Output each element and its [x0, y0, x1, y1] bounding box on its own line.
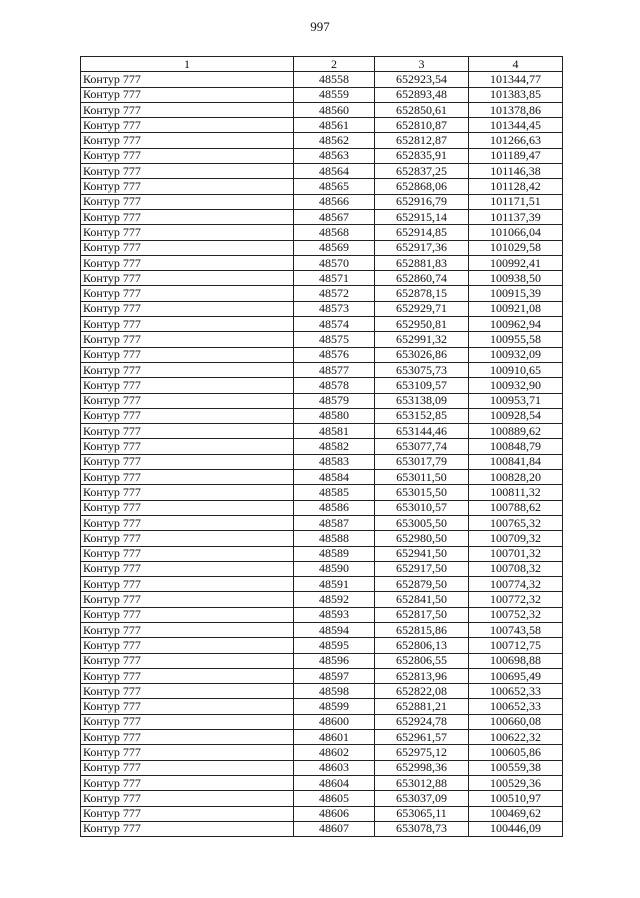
y-coordinate-cell: 100446,09: [469, 821, 563, 836]
table-row: [81, 684, 563, 699]
x-coordinate-cell: 652815,86: [375, 622, 469, 637]
table-row: [81, 546, 563, 561]
x-coordinate-cell: 653012,88: [375, 775, 469, 790]
x-coordinate-cell: 652817,50: [375, 607, 469, 622]
contour-name-cell: Контур 777: [81, 133, 294, 148]
x-coordinate-cell: 652991,32: [375, 332, 469, 347]
table-row: [81, 439, 563, 454]
contour-name-cell: Контур 777: [81, 821, 294, 836]
y-coordinate-cell: 100660,08: [469, 714, 563, 729]
y-coordinate-cell: 100889,62: [469, 424, 563, 439]
table-header-row: [81, 57, 563, 72]
table-row: [81, 730, 563, 745]
y-coordinate-cell: 100510,97: [469, 791, 563, 806]
point-number-cell: 48604: [294, 775, 375, 790]
table-row: [81, 775, 563, 790]
point-number-cell: 48601: [294, 730, 375, 745]
table-row: [81, 255, 563, 270]
y-coordinate-cell: 100559,38: [469, 760, 563, 775]
table-row: [81, 118, 563, 133]
table-row: [81, 699, 563, 714]
table-row: [81, 332, 563, 347]
x-coordinate-cell: 653075,73: [375, 362, 469, 377]
point-number-cell: 48603: [294, 760, 375, 775]
page-number: 997: [310, 19, 330, 34]
y-coordinate-cell: 100962,94: [469, 317, 563, 332]
table-row: [81, 301, 563, 316]
y-coordinate-cell: 100828,20: [469, 470, 563, 485]
table-row: [81, 577, 563, 592]
y-coordinate-cell: 100955,58: [469, 332, 563, 347]
y-coordinate-cell: 100848,79: [469, 439, 563, 454]
point-number-cell: 48593: [294, 607, 375, 622]
contour-name-cell: Контур 777: [81, 362, 294, 377]
x-coordinate-cell: 652917,36: [375, 240, 469, 255]
x-coordinate-cell: 652893,48: [375, 87, 469, 102]
contour-name-cell: Контур 777: [81, 148, 294, 163]
point-number-cell: 48572: [294, 286, 375, 301]
table-row: [81, 240, 563, 255]
x-coordinate-cell: 652915,14: [375, 209, 469, 224]
y-coordinate-cell: 100652,33: [469, 684, 563, 699]
table-row: [81, 592, 563, 607]
y-coordinate-cell: 100932,09: [469, 347, 563, 362]
x-coordinate-cell: 652806,13: [375, 638, 469, 653]
table-row: [81, 179, 563, 194]
table-row: [81, 531, 563, 546]
table-row: [81, 133, 563, 148]
y-coordinate-cell: 101344,45: [469, 118, 563, 133]
x-coordinate-cell: 653138,09: [375, 393, 469, 408]
table-row: [81, 347, 563, 362]
y-coordinate-cell: 100708,32: [469, 561, 563, 576]
x-coordinate-cell: 652879,50: [375, 577, 469, 592]
table-row: [81, 362, 563, 377]
point-number-cell: 48595: [294, 638, 375, 653]
header-col-4: 4: [469, 57, 563, 72]
point-number-cell: 48606: [294, 806, 375, 821]
table-row: [81, 148, 563, 163]
point-number-cell: 48562: [294, 133, 375, 148]
point-number-cell: 48600: [294, 714, 375, 729]
point-number-cell: 48587: [294, 515, 375, 530]
y-coordinate-cell: 101029,58: [469, 240, 563, 255]
contour-name-cell: Контур 777: [81, 806, 294, 821]
contour-name-cell: Контур 777: [81, 730, 294, 745]
point-number-cell: 48602: [294, 745, 375, 760]
x-coordinate-cell: 652878,15: [375, 286, 469, 301]
contour-name-cell: Контур 777: [81, 424, 294, 439]
contour-name-cell: Контур 777: [81, 179, 294, 194]
x-coordinate-cell: 652998,36: [375, 760, 469, 775]
table-row: [81, 424, 563, 439]
point-number-cell: 48580: [294, 408, 375, 423]
point-number-cell: 48575: [294, 332, 375, 347]
contour-name-cell: Контур 777: [81, 102, 294, 117]
contour-name-cell: Контур 777: [81, 653, 294, 668]
y-coordinate-cell: 100992,41: [469, 255, 563, 270]
table-row: [81, 515, 563, 530]
point-number-cell: 48590: [294, 561, 375, 576]
y-coordinate-cell: 100752,32: [469, 607, 563, 622]
contour-name-cell: Контур 777: [81, 714, 294, 729]
y-coordinate-cell: 101189,47: [469, 148, 563, 163]
point-number-cell: 48597: [294, 668, 375, 683]
point-number-cell: 48559: [294, 87, 375, 102]
point-number-cell: 48581: [294, 424, 375, 439]
contour-name-cell: Контур 777: [81, 684, 294, 699]
x-coordinate-cell: 652923,54: [375, 72, 469, 87]
y-coordinate-cell: 101378,86: [469, 102, 563, 117]
contour-name-cell: Контур 777: [81, 546, 294, 561]
y-coordinate-cell: 100698,88: [469, 653, 563, 668]
y-coordinate-cell: 100915,39: [469, 286, 563, 301]
contour-name-cell: Контур 777: [81, 378, 294, 393]
contour-name-cell: Контур 777: [81, 561, 294, 576]
x-coordinate-cell: 652810,87: [375, 118, 469, 133]
point-number-cell: 48570: [294, 255, 375, 270]
contour-name-cell: Контур 777: [81, 209, 294, 224]
y-coordinate-cell: 100712,75: [469, 638, 563, 653]
point-number-cell: 48594: [294, 622, 375, 637]
point-number-cell: 48584: [294, 470, 375, 485]
contour-name-cell: Контур 777: [81, 301, 294, 316]
table-row: [81, 791, 563, 806]
point-number-cell: 48566: [294, 194, 375, 209]
table-row: [81, 607, 563, 622]
table-row: [81, 470, 563, 485]
contour-name-cell: Контур 777: [81, 240, 294, 255]
contour-name-cell: Контур 777: [81, 500, 294, 515]
table-row: [81, 500, 563, 515]
x-coordinate-cell: 652881,83: [375, 255, 469, 270]
table-row: [81, 714, 563, 729]
point-number-cell: 48558: [294, 72, 375, 87]
point-number-cell: 48565: [294, 179, 375, 194]
x-coordinate-cell: 653015,50: [375, 485, 469, 500]
contour-name-cell: Контур 777: [81, 439, 294, 454]
contour-name-cell: Контур 777: [81, 592, 294, 607]
y-coordinate-cell: 100765,32: [469, 515, 563, 530]
contour-name-cell: Контур 777: [81, 622, 294, 637]
point-number-cell: 48568: [294, 225, 375, 240]
point-number-cell: 48571: [294, 271, 375, 286]
contour-name-cell: Контур 777: [81, 577, 294, 592]
x-coordinate-cell: 652850,61: [375, 102, 469, 117]
table-row: [81, 225, 563, 240]
x-coordinate-cell: 652806,55: [375, 653, 469, 668]
point-number-cell: 48574: [294, 317, 375, 332]
point-number-cell: 48560: [294, 102, 375, 117]
point-number-cell: 48579: [294, 393, 375, 408]
y-coordinate-cell: 100695,49: [469, 668, 563, 683]
x-coordinate-cell: 652837,25: [375, 164, 469, 179]
contour-name-cell: Контур 777: [81, 317, 294, 332]
header-col-3: 3: [375, 57, 469, 72]
point-number-cell: 48596: [294, 653, 375, 668]
contour-name-cell: Контур 777: [81, 271, 294, 286]
contour-name-cell: Контур 777: [81, 408, 294, 423]
y-coordinate-cell: 100652,33: [469, 699, 563, 714]
point-number-cell: 48577: [294, 362, 375, 377]
table-row: [81, 72, 563, 87]
x-coordinate-cell: 652975,12: [375, 745, 469, 760]
contour-name-cell: Контур 777: [81, 485, 294, 500]
x-coordinate-cell: 653026,86: [375, 347, 469, 362]
point-number-cell: 48582: [294, 439, 375, 454]
x-coordinate-cell: 652841,50: [375, 592, 469, 607]
table-row: [81, 286, 563, 301]
contour-name-cell: Контур 777: [81, 470, 294, 485]
table-body: [81, 72, 563, 837]
table-row: [81, 821, 563, 836]
y-coordinate-cell: 101266,63: [469, 133, 563, 148]
x-coordinate-cell: 653152,85: [375, 408, 469, 423]
y-coordinate-cell: 100932,90: [469, 378, 563, 393]
point-number-cell: 48578: [294, 378, 375, 393]
x-coordinate-cell: 653144,46: [375, 424, 469, 439]
table-row: [81, 561, 563, 576]
x-coordinate-cell: 652916,79: [375, 194, 469, 209]
point-number-cell: 48599: [294, 699, 375, 714]
x-coordinate-cell: 652812,87: [375, 133, 469, 148]
table-row: [81, 194, 563, 209]
y-coordinate-cell: 100529,36: [469, 775, 563, 790]
x-coordinate-cell: 652950,81: [375, 317, 469, 332]
point-number-cell: 48564: [294, 164, 375, 179]
x-coordinate-cell: 652924,78: [375, 714, 469, 729]
table-row: [81, 102, 563, 117]
contour-name-cell: Контур 777: [81, 332, 294, 347]
table-row: [81, 209, 563, 224]
point-number-cell: 48563: [294, 148, 375, 163]
contour-name-cell: Контур 777: [81, 454, 294, 469]
contour-name-cell: Контур 777: [81, 393, 294, 408]
y-coordinate-cell: 101128,42: [469, 179, 563, 194]
y-coordinate-cell: 101146,38: [469, 164, 563, 179]
y-coordinate-cell: 100910,65: [469, 362, 563, 377]
y-coordinate-cell: 100953,71: [469, 393, 563, 408]
x-coordinate-cell: 653065,11: [375, 806, 469, 821]
point-number-cell: 48588: [294, 531, 375, 546]
point-number-cell: 48605: [294, 791, 375, 806]
point-number-cell: 48586: [294, 500, 375, 515]
table-row: [81, 87, 563, 102]
contour-name-cell: Контур 777: [81, 745, 294, 760]
contour-name-cell: Контур 777: [81, 72, 294, 87]
contour-name-cell: Контур 777: [81, 118, 294, 133]
y-coordinate-cell: 100921,08: [469, 301, 563, 316]
contour-name-cell: Контур 777: [81, 531, 294, 546]
x-coordinate-cell: 653037,09: [375, 791, 469, 806]
contour-name-cell: Контур 777: [81, 286, 294, 301]
contour-name-cell: Контур 777: [81, 775, 294, 790]
table-row: [81, 745, 563, 760]
contour-name-cell: Контур 777: [81, 668, 294, 683]
x-coordinate-cell: 652835,91: [375, 148, 469, 163]
x-coordinate-cell: 653109,57: [375, 378, 469, 393]
x-coordinate-cell: 653005,50: [375, 515, 469, 530]
x-coordinate-cell: 652917,50: [375, 561, 469, 576]
y-coordinate-cell: 100701,32: [469, 546, 563, 561]
y-coordinate-cell: 101066,04: [469, 225, 563, 240]
y-coordinate-cell: 100774,32: [469, 577, 563, 592]
table-row: [81, 317, 563, 332]
point-number-cell: 48567: [294, 209, 375, 224]
table-row: [81, 164, 563, 179]
x-coordinate-cell: 652868,06: [375, 179, 469, 194]
y-coordinate-cell: 100772,32: [469, 592, 563, 607]
table-row: [81, 485, 563, 500]
y-coordinate-cell: 100743,58: [469, 622, 563, 637]
y-coordinate-cell: 100469,62: [469, 806, 563, 821]
point-number-cell: 48607: [294, 821, 375, 836]
point-number-cell: 48585: [294, 485, 375, 500]
contour-name-cell: Контур 777: [81, 347, 294, 362]
x-coordinate-cell: 653077,74: [375, 439, 469, 454]
x-coordinate-cell: 653010,57: [375, 500, 469, 515]
y-coordinate-cell: 100811,32: [469, 485, 563, 500]
contour-name-cell: Контур 777: [81, 255, 294, 270]
x-coordinate-cell: 652813,96: [375, 668, 469, 683]
header-col-2: 2: [294, 57, 375, 72]
table-row: [81, 454, 563, 469]
table-row: [81, 393, 563, 408]
y-coordinate-cell: 100928,54: [469, 408, 563, 423]
contour-name-cell: Контур 777: [81, 699, 294, 714]
table-row: [81, 271, 563, 286]
y-coordinate-cell: 100788,62: [469, 500, 563, 515]
x-coordinate-cell: 653078,73: [375, 821, 469, 836]
header-col-1: 1: [81, 57, 294, 72]
y-coordinate-cell: 101383,85: [469, 87, 563, 102]
point-number-cell: 48589: [294, 546, 375, 561]
x-coordinate-cell: 652914,85: [375, 225, 469, 240]
y-coordinate-cell: 100841,84: [469, 454, 563, 469]
table-row: [81, 408, 563, 423]
x-coordinate-cell: 652822,08: [375, 684, 469, 699]
point-number-cell: 48583: [294, 454, 375, 469]
point-number-cell: 48573: [294, 301, 375, 316]
table-row: [81, 622, 563, 637]
x-coordinate-cell: 652860,74: [375, 271, 469, 286]
x-coordinate-cell: 652941,50: [375, 546, 469, 561]
contour-name-cell: Контур 777: [81, 515, 294, 530]
contour-name-cell: Контур 777: [81, 638, 294, 653]
x-coordinate-cell: 653017,79: [375, 454, 469, 469]
x-coordinate-cell: 652980,50: [375, 531, 469, 546]
x-coordinate-cell: 653011,50: [375, 470, 469, 485]
y-coordinate-cell: 100709,32: [469, 531, 563, 546]
y-coordinate-cell: 100622,32: [469, 730, 563, 745]
y-coordinate-cell: 100938,50: [469, 271, 563, 286]
contour-name-cell: Контур 777: [81, 194, 294, 209]
coordinates-table: [80, 56, 563, 837]
x-coordinate-cell: 652929,71: [375, 301, 469, 316]
table-row: [81, 653, 563, 668]
contour-name-cell: Контур 777: [81, 225, 294, 240]
table-row: [81, 638, 563, 653]
x-coordinate-cell: 652881,21: [375, 699, 469, 714]
contour-name-cell: Контур 777: [81, 760, 294, 775]
point-number-cell: 48592: [294, 592, 375, 607]
y-coordinate-cell: 101171,51: [469, 194, 563, 209]
y-coordinate-cell: 101344,77: [469, 72, 563, 87]
table-row: [81, 760, 563, 775]
contour-name-cell: Контур 777: [81, 87, 294, 102]
point-number-cell: 48576: [294, 347, 375, 362]
point-number-cell: 48569: [294, 240, 375, 255]
table-row: [81, 378, 563, 393]
x-coordinate-cell: 652961,57: [375, 730, 469, 745]
point-number-cell: 48561: [294, 118, 375, 133]
contour-name-cell: Контур 777: [81, 164, 294, 179]
table-row: [81, 668, 563, 683]
contour-name-cell: Контур 777: [81, 607, 294, 622]
table-row: [81, 806, 563, 821]
y-coordinate-cell: 101137,39: [469, 209, 563, 224]
contour-name-cell: Контур 777: [81, 791, 294, 806]
y-coordinate-cell: 100605,86: [469, 745, 563, 760]
point-number-cell: 48591: [294, 577, 375, 592]
point-number-cell: 48598: [294, 684, 375, 699]
